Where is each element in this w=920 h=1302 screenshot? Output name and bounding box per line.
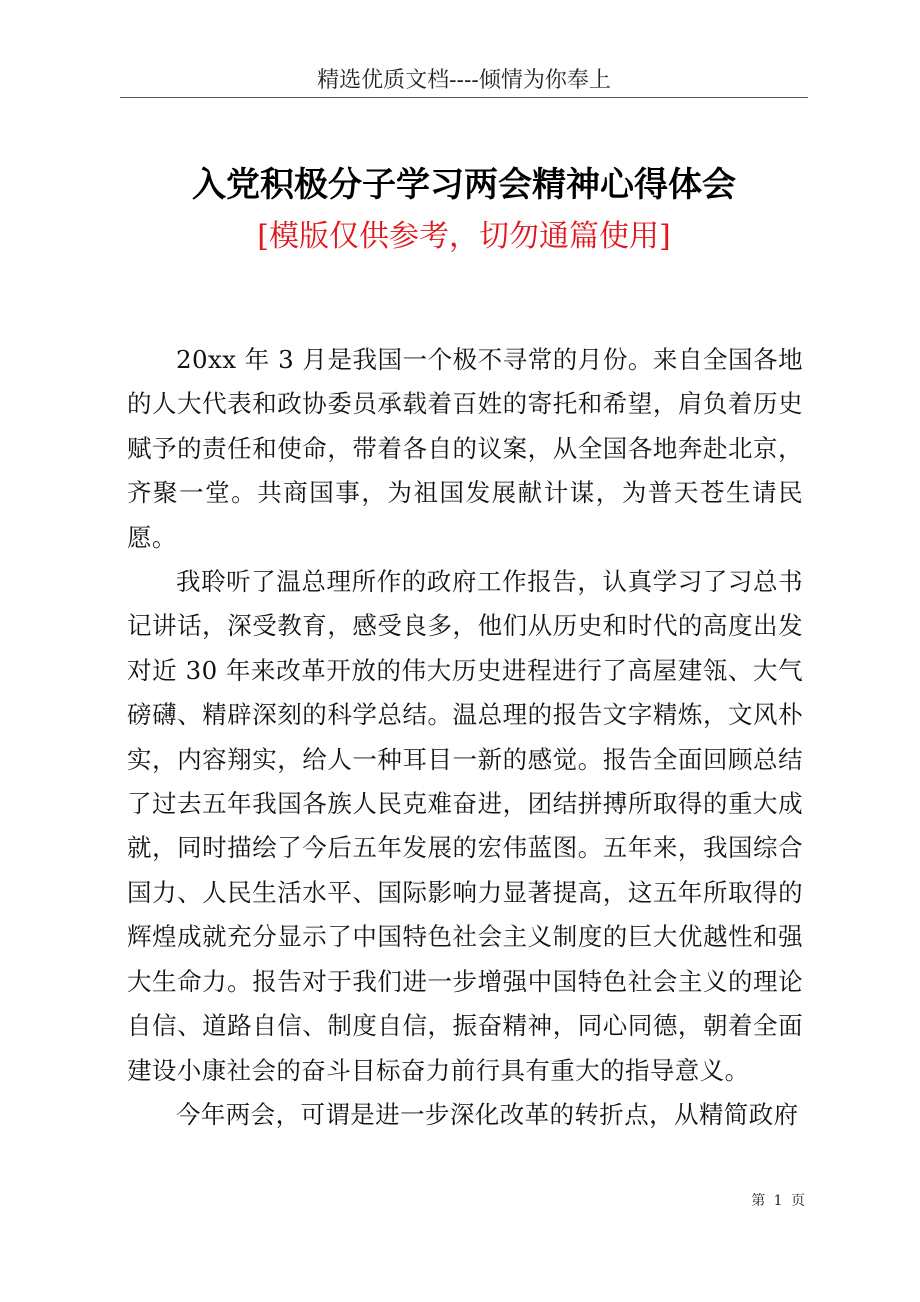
document-subtitle: [模版仅供参考，切勿通篇使用]	[257, 219, 671, 254]
header-divider	[120, 97, 808, 98]
paragraph: 我聆听了温总理所作的政府工作报告，认真学习了习总书记讲话，深受教育，感受良多，他们从历史和时代的高度出发对近 30 年来改革开放的伟大历史进程进行了高屋建瓴、大气磅礴、精辟深刻的科学总结。温总理的报告文字精炼，文风朴实，内容翔实，给人一种耳目一新的感觉。报告全面回顾总结了过去五年我国各族人民克难奋进，团结拼搏所取得的重大成就，同时描绘了今后五年发展的宏伟蓝图。五年来，我国综合国力、人民生活水平、国际影响力显著提高，这五年所取得的辉煌成就充分显示了中国特色社会主义制度的巨大优越性和强大生命力。报告对于我们进一步增强中国特色社会主义的理论自信、道路自信、制度自信，振奋精神，同心同德，朝着全面建设小康社会的奋斗目标奋力前行具有重大的指导意义。	[127, 567, 803, 1085]
page-number: 第 1 页	[751, 1193, 807, 1209]
document-body	[127, 338, 803, 1137]
document-title: 入党积极分子学习两会精神心得体会	[192, 165, 736, 205]
paragraph: 20xx 年 3 月是我国一个极不寻常的月份。来自全国各地的人大代表和政协委员承载着百姓的寄托和希望，肩负着历史赋予的责任和使命，带着各自的议案，从全国各地奔赴北京，齐聚一堂。共商国事，为祖国发展献计谋，为普天苍生请民愿。	[127, 345, 803, 552]
page-header: 精选优质文档----倾情为你奉上	[317, 68, 611, 93]
paragraph: 今年两会，可谓是进一步深化改革的转折点，从精简政府	[176, 1099, 799, 1129]
